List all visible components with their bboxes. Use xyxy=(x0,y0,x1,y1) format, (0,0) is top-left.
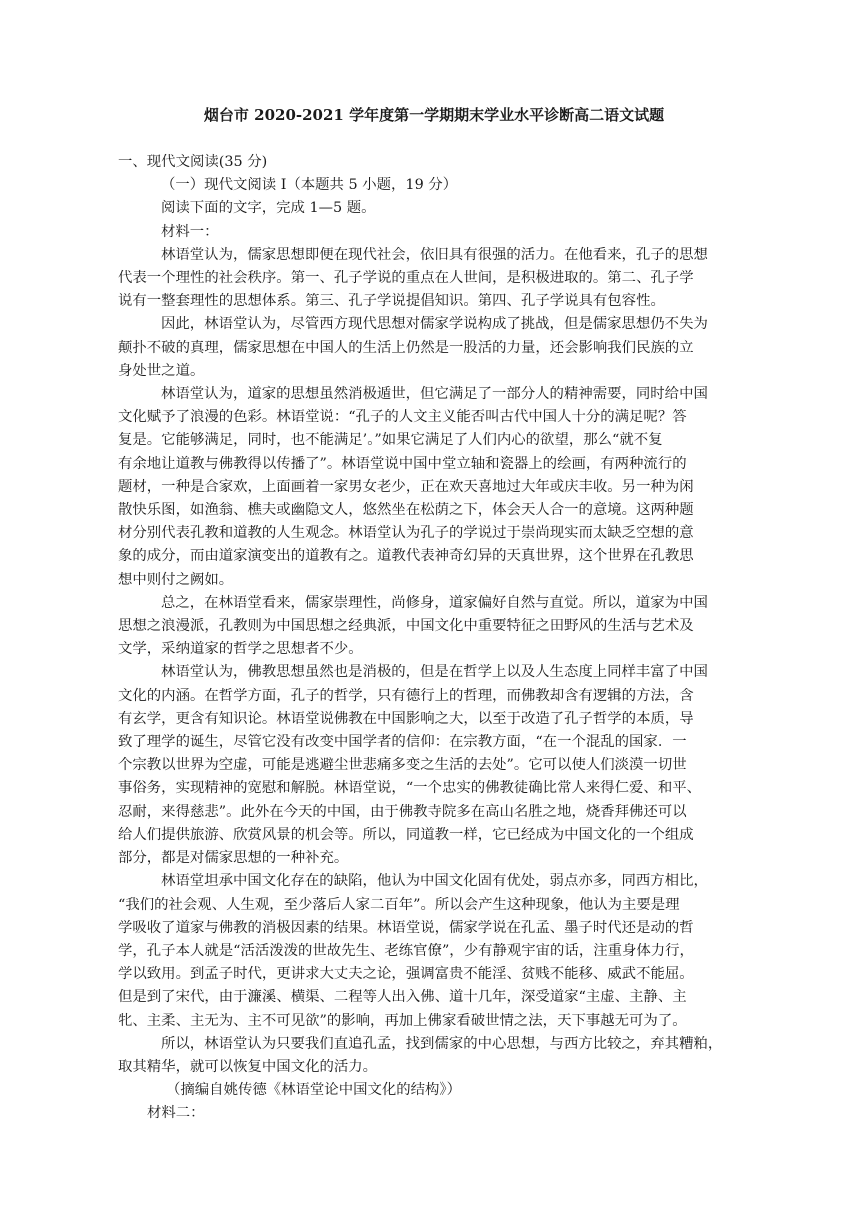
paragraph-line: 学，孔子本人就是“活活泼泼的世故先生、老练官僚”，少有静观宇宙的话，注重身体力行， xyxy=(118,942,694,959)
paragraph-line: 文化赋予了浪漫的色彩。林语堂说：“孔子的人文主义能否叫古代中国人十分的满足呢？答 xyxy=(118,409,687,426)
source-citation: （摘编自姚传德《林语堂论中国文化的结构》） xyxy=(166,1082,462,1099)
paragraph-line: 忍耐，来得慈悲”。此外在今天的中国，由于佛教寺院多在高山名胜之地，烧香拜佛还可以 xyxy=(118,803,687,820)
paragraph xyxy=(118,661,742,870)
paragraph-line: 给人们提供旅游、欣赏风景的机会等。所以，同道教一样，它已经成为中国文化的一个组成 xyxy=(118,826,694,843)
paragraph xyxy=(118,592,742,662)
paragraph-line: 林语堂认为，道家的思想虽然消极遁世，但它满足了一部分人的精神需要，同时给中国 xyxy=(161,386,708,403)
paragraph-line: 有余地让道教与佛教得以传播了”。林语堂说中国中堂立轴和瓷器上的绘画，有两种流行的 xyxy=(118,455,687,472)
paragraph-line: 个宗教以世界为空虚，可能是逃避尘世悲痛多变之生活的去处”。它可以使人们淡漠一切世 xyxy=(118,757,687,774)
section-heading: 一、现代文阅读(35 分) xyxy=(118,154,268,170)
paragraph-line: 身处世之道。 xyxy=(118,362,205,379)
paragraph-line: 象的成分，而由道家演变出的道教有之。道教代表神奇幻异的天真世界，这个世界在孔教思 xyxy=(118,548,694,565)
paragraph-line: 材分别代表孔教和道教的人生观念。林语堂认为孔子的学说过于崇尚现实而太缺乏空想的意 xyxy=(118,525,694,542)
paragraph-line: 因此，林语堂认为，尽管西方现代思想对儒家学说构成了挑战，但是儒家思想仍不失为 xyxy=(161,316,708,333)
paragraph-line: 文学，采纳道家的哲学之思想者不少。 xyxy=(118,641,363,658)
paragraph-line: 学以致用。到孟子时代，更讲求大丈夫之论，强调富贵不能淫、贫贱不能移、威武不能屈。 xyxy=(118,966,694,983)
paragraph-line: 颠扑不破的真理，儒家思想在中国人的生活上仍然是一股活的力量，还会影响我们民族的立 xyxy=(118,339,694,356)
subsection-heading: （一）现代文阅读 I（本题共 5 小题，19 分） xyxy=(161,177,458,194)
paragraph-line: 学吸收了道家与佛教的消极因素的结果。林语堂说，儒家学说在孔孟、墨子时代还是动的哲 xyxy=(118,919,694,936)
material-1-body xyxy=(118,244,742,1079)
paragraph-line: 说有一整套理性的思想体系。第三、孔子学说提倡知识。第四、孔子学说具有包容性。 xyxy=(118,293,665,310)
paragraph-line: 林语堂认为，儒家思想即便在现代社会，依旧具有很强的活力。在他看来，孔子的思想 xyxy=(161,246,708,263)
paragraph-line: 部分，都是对儒家思想的一种补充。 xyxy=(118,850,349,867)
paragraph-line: 散快乐图，如渔翁、樵夫或幽隐文人，悠然坐在松荫之下，体会天人合一的意境。这两种题 xyxy=(118,502,694,519)
paragraph xyxy=(118,1033,742,1079)
paragraph-line: 事俗务，实现精神的宽慰和解脱。林语堂说，“一个忠实的佛教徒确比常人来得仁爱、和平、 xyxy=(118,780,701,797)
paragraph-line: 思想之浪漫派，孔教则为中国思想之经典派，中国文化中重要特征之田野风的生活与艺术及 xyxy=(118,618,694,635)
paragraph xyxy=(118,313,742,383)
paragraph-line: 但是到了宋代，由于濂溪、横渠、二程等人出入佛、道十几年，深受道家“主虚、主静、主 xyxy=(118,989,687,1006)
paragraph-line: 总之，在林语堂看来，儒家崇理性，尚修身，道家偏好自然与直觉。所以，道家为中国 xyxy=(161,594,708,611)
paragraph-line: 所以，林语堂认为只要我们直追孔孟，找到儒家的中心思想，与西方比较之，弃其糟粕， xyxy=(161,1035,723,1052)
paragraph-line: 题材，一种是合家欢，上面画着一家男女老少，正在欢天喜地过大年或庆丰收。另一种为闲 xyxy=(118,478,694,495)
paragraph xyxy=(118,383,742,592)
paragraph-line: 牝、主柔、主无为、主不可见欲”的影响，再加上佛家看破世情之法，天下事越无可为了。 xyxy=(118,1012,687,1029)
paragraph-line: 林语堂坦承中国文化存在的缺陷，他认为中国文化固有优处，弱点亦多，同西方相比， xyxy=(161,873,708,890)
paragraph-line: 取其精华，就可以恢复中国文化的活力。 xyxy=(118,1058,378,1075)
paragraph-line: 文化的内涵。在哲学方面，孔子的哲学，只有德行上的哲理，而佛教却含有逻辑的方法，含 xyxy=(118,687,694,704)
paragraph-line: 复是。它能够满足，同时，也不能满足’。”如果它满足了人们内心的欲望，那么“就不复 xyxy=(118,432,663,449)
paragraph-line: “我们的社会观、人生观，至少落后人家二百年”。所以会产生这种现象，他认为主要是理 xyxy=(118,896,680,913)
reading-instruction: 阅读下面的文字，完成 1—5 题。 xyxy=(161,200,376,217)
paragraph xyxy=(118,870,742,1032)
paragraph-line: 代表一个理性的社会秩序。第一、孔子学说的重点在人世间，是积极进取的。第二、孔子学 xyxy=(118,270,694,287)
paragraph-line: 林语堂认为，佛教思想虽然也是消极的，但是在哲学上以及人生态度上同样丰富了中国 xyxy=(161,664,708,681)
paragraph-line: 想中则付之阙如。 xyxy=(118,571,234,588)
exam-title: 烟台市 2020-2021 学年度第一学期期末学业水平诊断高二语文试题 xyxy=(203,106,665,124)
material-1-label: 材料一： xyxy=(161,223,219,240)
material-2-label: 材料二： xyxy=(147,1105,205,1122)
paragraph-line: 致了理学的诞生，尽管它没有改变中国学者的信仰：在宗教方面，“在一个混乱的国家．一 xyxy=(118,734,687,751)
paragraph-line: 有玄学，更含有知识论。林语堂说佛教在中国影响之大，以至于改造了孔子哲学的本质，导 xyxy=(118,710,694,727)
paragraph xyxy=(118,244,742,314)
